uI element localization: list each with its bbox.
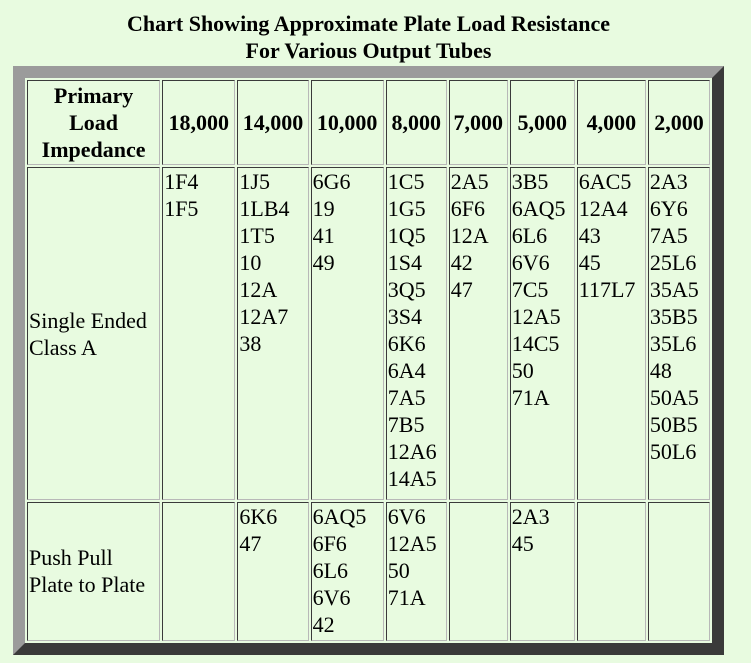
tube-type: 2A3 xyxy=(511,503,550,529)
title-line-1: Chart Showing Approximate Plate Load Resistance xyxy=(127,11,610,36)
corner-header: Primary Load Impedance xyxy=(27,80,160,165)
tube-type: 38 xyxy=(239,331,262,357)
row-label-line-1: Single Ended xyxy=(29,307,147,333)
tube-type: 50A5 xyxy=(649,385,699,411)
tube-type: 47 xyxy=(450,277,473,303)
header-row xyxy=(27,80,710,165)
tube-type: 2A5 xyxy=(450,169,489,195)
tube-type: 50 xyxy=(511,358,534,384)
tube-type: 6Y6 xyxy=(649,196,688,222)
tube-type: 6L6 xyxy=(312,557,349,583)
tube-cell xyxy=(577,502,646,641)
column-header: 10,000 xyxy=(311,80,384,165)
tube-type: 2A3 xyxy=(649,169,688,195)
tube-type: 1S4 xyxy=(387,250,423,276)
tube-type: 12A6 xyxy=(387,439,437,465)
tube-cell xyxy=(237,502,308,641)
tube-type: 3Q5 xyxy=(387,277,426,303)
tube-type: 1F5 xyxy=(164,196,199,222)
tube-cell xyxy=(577,167,646,500)
tube-type: 6A4 xyxy=(387,358,426,384)
tube-type: 50B5 xyxy=(649,412,698,438)
tube-type: 3S4 xyxy=(387,304,423,330)
tube-cell xyxy=(237,167,308,500)
tube-type: 1Q5 xyxy=(387,223,426,249)
row-label xyxy=(27,502,160,641)
title-line-2: For Various Output Tubes xyxy=(245,38,492,63)
tube-type: 45 xyxy=(511,530,534,556)
chart-title xyxy=(0,10,737,64)
tube-type: 6F6 xyxy=(450,196,486,222)
tube-cell xyxy=(648,502,710,641)
tube-type: 6K6 xyxy=(239,503,278,529)
row-label-line-2: Plate to Plate xyxy=(29,572,146,598)
plate-load-table xyxy=(25,78,712,643)
tube-type: 71A xyxy=(511,385,550,411)
tube-type: 6L6 xyxy=(511,223,548,249)
row-label xyxy=(27,167,160,500)
row-label-line-1: Push Pull xyxy=(29,545,113,571)
tube-type: 1T5 xyxy=(239,223,275,249)
tube-type: 1G5 xyxy=(387,196,426,222)
tube-cell xyxy=(162,502,235,641)
tube-type: 7C5 xyxy=(511,277,549,303)
tube-type: 50 xyxy=(387,557,410,583)
tube-type: 7B5 xyxy=(387,412,425,438)
tube-type: 6V6 xyxy=(387,503,426,529)
tube-type: 12A4 xyxy=(578,196,628,222)
column-header: 18,000 xyxy=(162,80,235,165)
column-header: 8,000 xyxy=(386,80,447,165)
tube-type: 43 xyxy=(578,223,601,249)
tube-type: 45 xyxy=(578,250,601,276)
tube-cell xyxy=(162,167,235,500)
tube-cell xyxy=(311,502,384,641)
tube-type: 35B5 xyxy=(649,304,698,330)
tube-type: 35L6 xyxy=(649,331,697,357)
tube-type: 6K6 xyxy=(387,331,426,357)
tube-type: 25L6 xyxy=(649,250,697,276)
tube-type: 42 xyxy=(312,611,335,637)
tube-type: 1C5 xyxy=(387,169,425,195)
tube-type: 6G6 xyxy=(312,169,351,195)
tube-type: 3B5 xyxy=(511,169,549,195)
tube-type: 71A xyxy=(387,584,426,610)
tube-type: 12A xyxy=(239,277,278,303)
column-header: 2,000 xyxy=(648,80,710,165)
tube-type: 6V6 xyxy=(511,250,550,276)
tube-type: 7A5 xyxy=(387,385,426,411)
tube-type: 117L7 xyxy=(578,277,636,303)
tube-cell xyxy=(510,167,575,500)
tube-type: 35A5 xyxy=(649,277,699,303)
tube-type: 6V6 xyxy=(312,584,351,610)
column-header: 5,000 xyxy=(510,80,575,165)
table-row xyxy=(27,167,710,500)
table-frame xyxy=(13,66,724,655)
tube-type: 12A5 xyxy=(511,304,561,330)
column-header: 4,000 xyxy=(577,80,646,165)
tube-type: 1J5 xyxy=(239,169,270,195)
tube-type: 14A5 xyxy=(387,466,437,492)
tube-type: 6AQ5 xyxy=(511,196,566,222)
tube-cell xyxy=(449,167,508,500)
tube-cell xyxy=(386,167,447,500)
row-label-line-2: Class A xyxy=(29,334,97,360)
tube-cell xyxy=(510,502,575,641)
tube-type: 12A xyxy=(450,223,489,249)
tube-type: 10 xyxy=(239,250,262,276)
tube-cell xyxy=(648,167,710,500)
column-header: 7,000 xyxy=(449,80,508,165)
tube-cell xyxy=(311,167,384,500)
tube-type: 14C5 xyxy=(511,331,560,357)
tube-type: 42 xyxy=(450,250,473,276)
table-row xyxy=(27,502,710,641)
tube-type: 7A5 xyxy=(649,223,688,249)
column-header: 14,000 xyxy=(237,80,308,165)
tube-type: 12A5 xyxy=(387,530,437,556)
tube-type: 6F6 xyxy=(312,530,347,556)
tube-cell xyxy=(386,502,447,641)
tube-type: 6AC5 xyxy=(578,169,632,195)
tube-type: 49 xyxy=(312,250,335,276)
tube-type: 19 xyxy=(312,196,335,222)
tube-type: 12A7 xyxy=(239,304,289,330)
tube-type: 47 xyxy=(239,530,262,556)
tube-type: 1LB4 xyxy=(239,196,290,222)
tube-type: 48 xyxy=(649,358,672,384)
tube-type: 41 xyxy=(312,223,335,249)
tube-type: 1F4 xyxy=(164,169,199,195)
tube-cell xyxy=(449,502,508,641)
tube-type: 50L6 xyxy=(649,439,697,465)
tube-type: 6AQ5 xyxy=(312,503,367,529)
